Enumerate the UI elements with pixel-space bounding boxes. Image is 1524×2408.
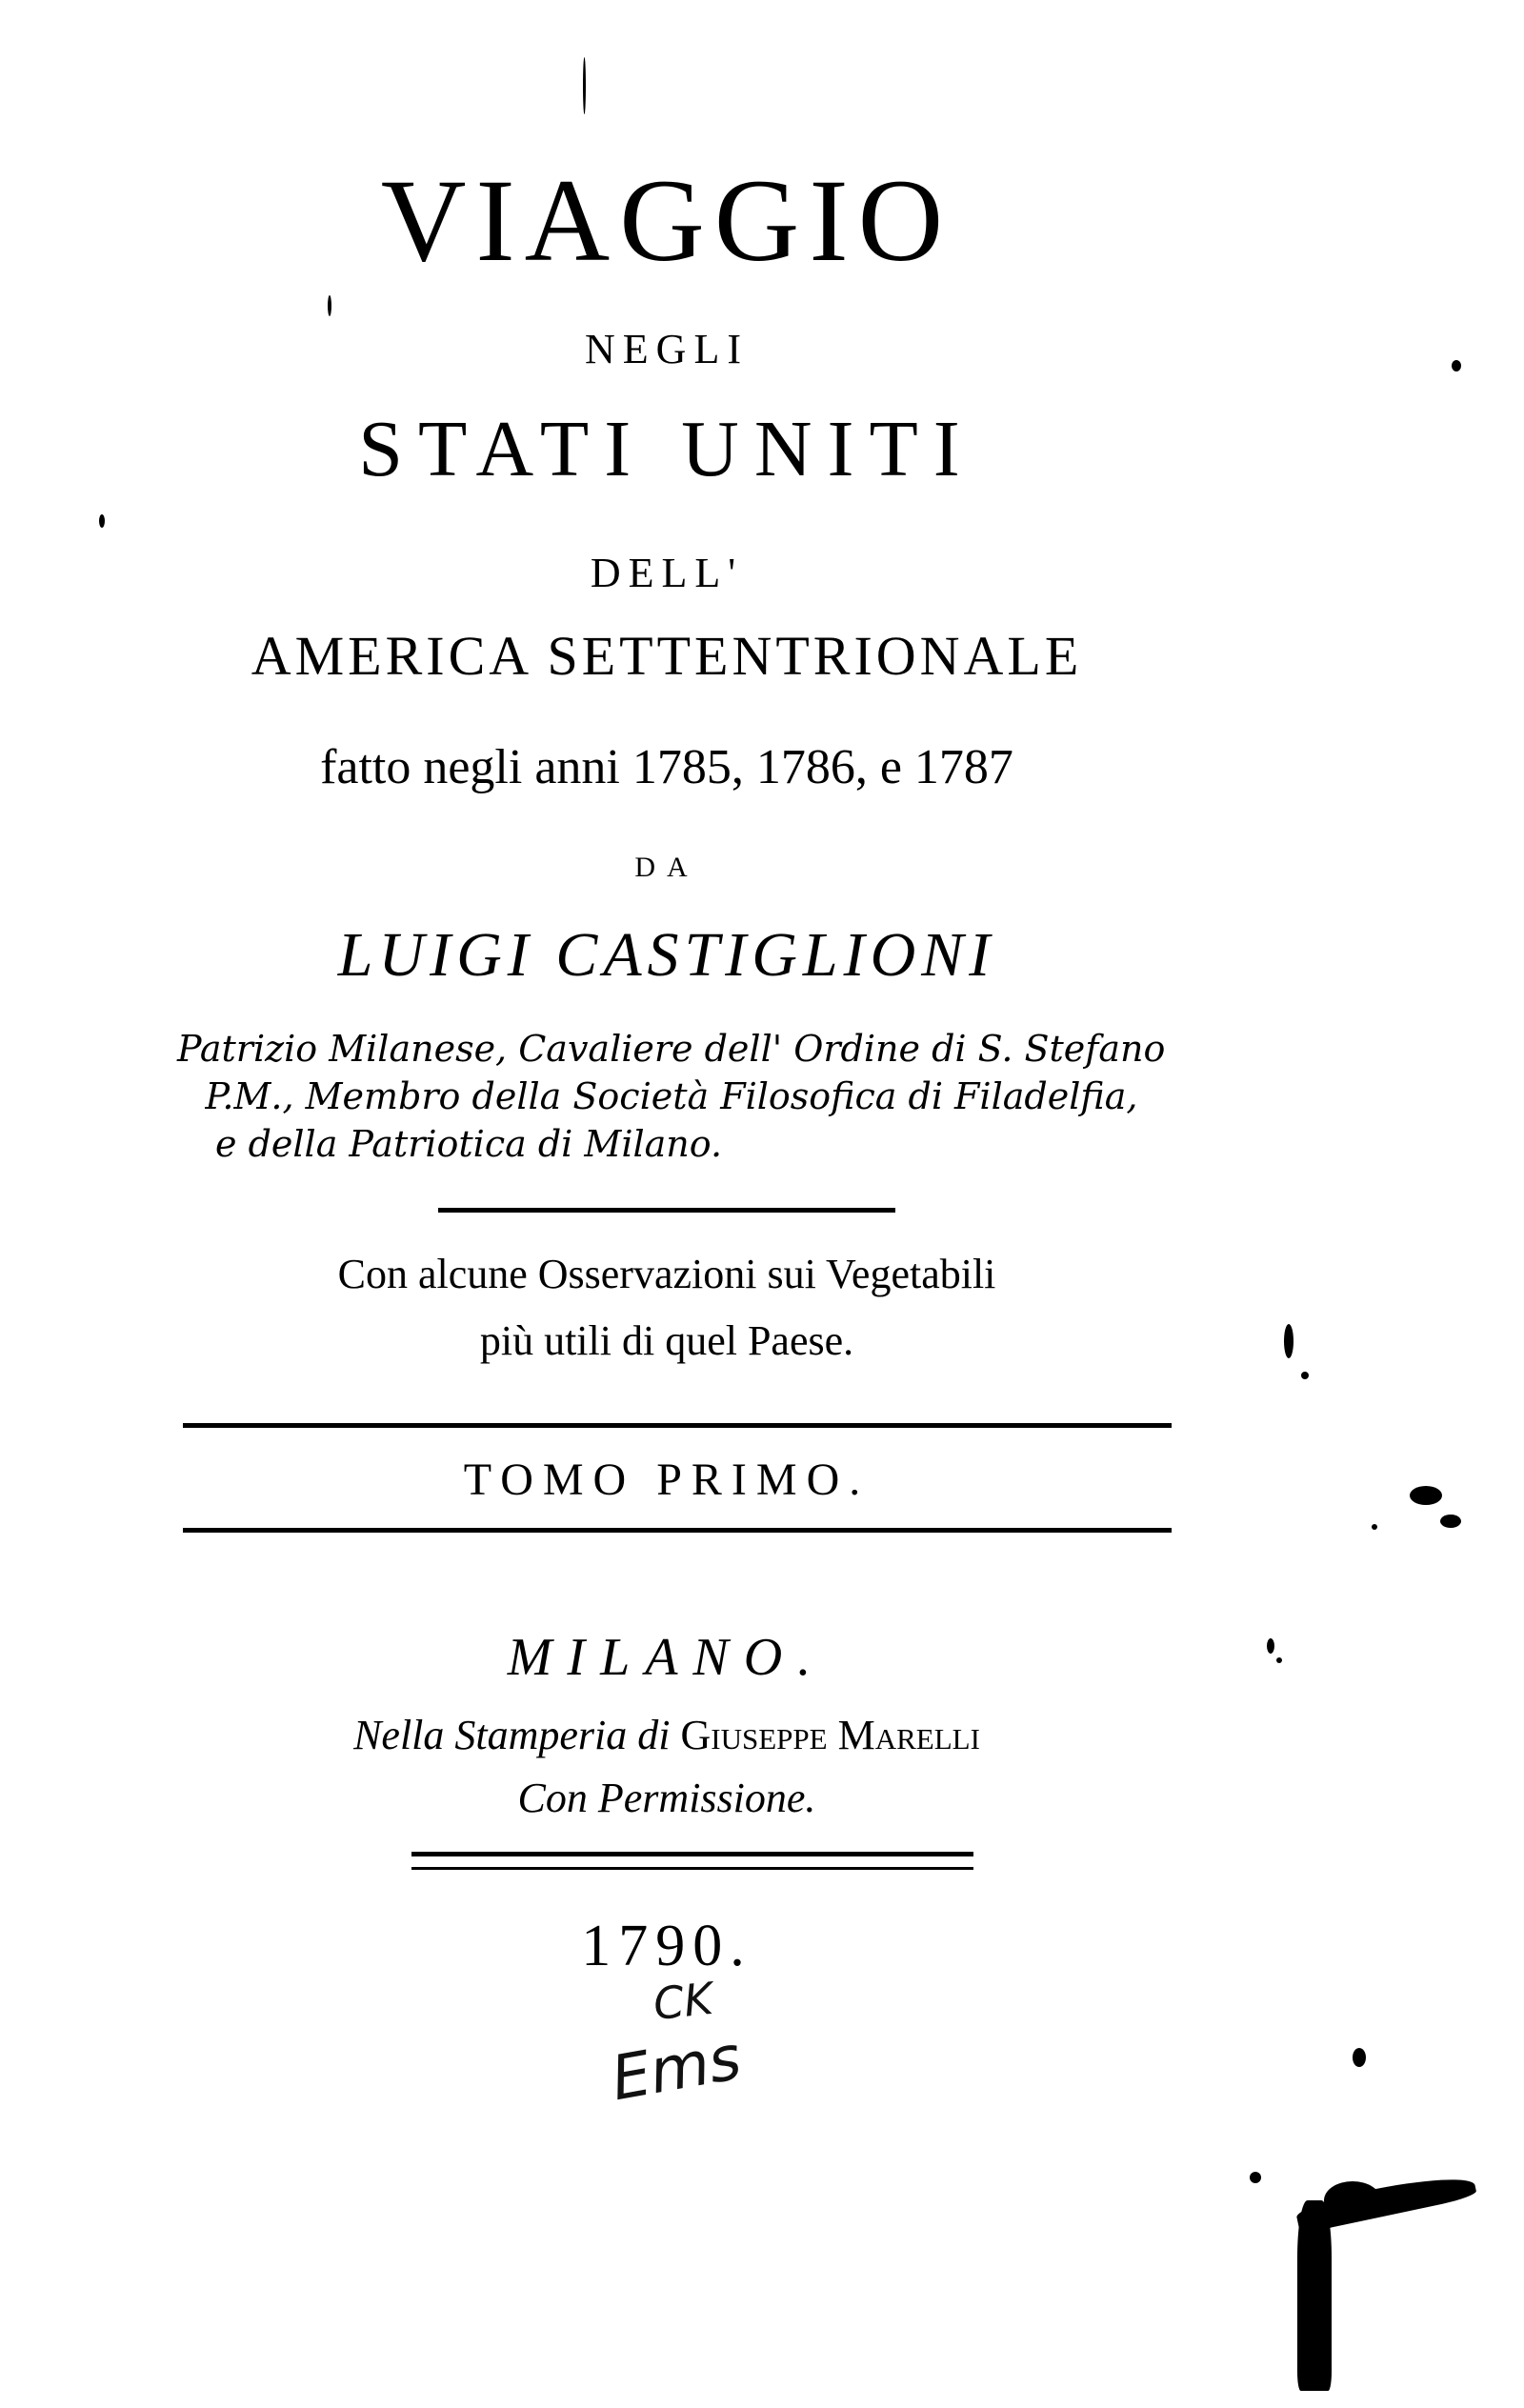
imprint-press: [152, 1712, 1181, 1758]
scan-speck: [1372, 1524, 1377, 1530]
author-description-line-2: P.M., Membro della Società Filosofica di Filadelfia,: [205, 1075, 1138, 1117]
author-description-line-3: e della Patriotica di Milano.: [215, 1123, 723, 1165]
handwritten-note-line-1: CK: [651, 1972, 715, 2031]
observations-line-2: più utili di quel Paese.: [479, 1317, 854, 1364]
scan-speck: [1301, 1372, 1309, 1379]
observations-line-1: Con alcune Osservazioni sui Vegetabili: [337, 1251, 996, 1297]
title-stati-uniti: STATI UNITI: [358, 405, 975, 493]
imprint-city: MILANO.: [507, 1628, 827, 1687]
scan-blot: [1324, 2181, 1381, 2219]
scan-speck: [328, 295, 331, 316]
divider-rule: [438, 1208, 895, 1213]
scan-blot: [1297, 2200, 1332, 2391]
divider-rule: [183, 1528, 1172, 1533]
imprint-press-prefix: Nella Stamperia di: [353, 1712, 671, 1758]
scan-speck: [1353, 2048, 1366, 2067]
title-negli: NEGLI: [585, 326, 749, 372]
divider-rule: [183, 1423, 1172, 1428]
title-america-settentrionale: AMERICA SETTENTRIONALE: [251, 625, 1083, 687]
double-rule-bottom: [411, 1867, 973, 1870]
volume-label: TOMO PRIMO.: [463, 1455, 871, 1505]
scan-speck: [1267, 1638, 1274, 1654]
imprint-permission: Con Permissione.: [517, 1775, 816, 1821]
author-description-line-1: Patrizio Milanese, Cavaliere dell' Ordine di S. Stefano: [177, 1028, 1166, 1070]
scan-speck: [1276, 1657, 1282, 1663]
imprint-printer-name: Giuseppe Marelli: [680, 1712, 980, 1758]
imprint-year: 1790.: [581, 1914, 752, 1978]
scan-speck: [1284, 1324, 1293, 1358]
handwritten-note-line-2: Ems: [606, 2022, 747, 2116]
scan-speck: [1440, 1515, 1461, 1528]
author-da: DA: [634, 852, 699, 883]
scan-speck: [1452, 360, 1461, 371]
scan-speck: [99, 514, 105, 528]
double-rule-top: [411, 1852, 973, 1856]
title-years: fatto negli anni 1785, 1786, e 1787: [320, 740, 1013, 794]
scan-speck: [1250, 2172, 1261, 2183]
scan-speck: [1410, 1486, 1442, 1505]
author-name: LUIGI CASTIGLIONI: [337, 920, 996, 990]
scan-speck: [583, 57, 586, 114]
title-dell: DELL': [590, 550, 744, 596]
book-title: VIAGGIO: [380, 155, 953, 286]
